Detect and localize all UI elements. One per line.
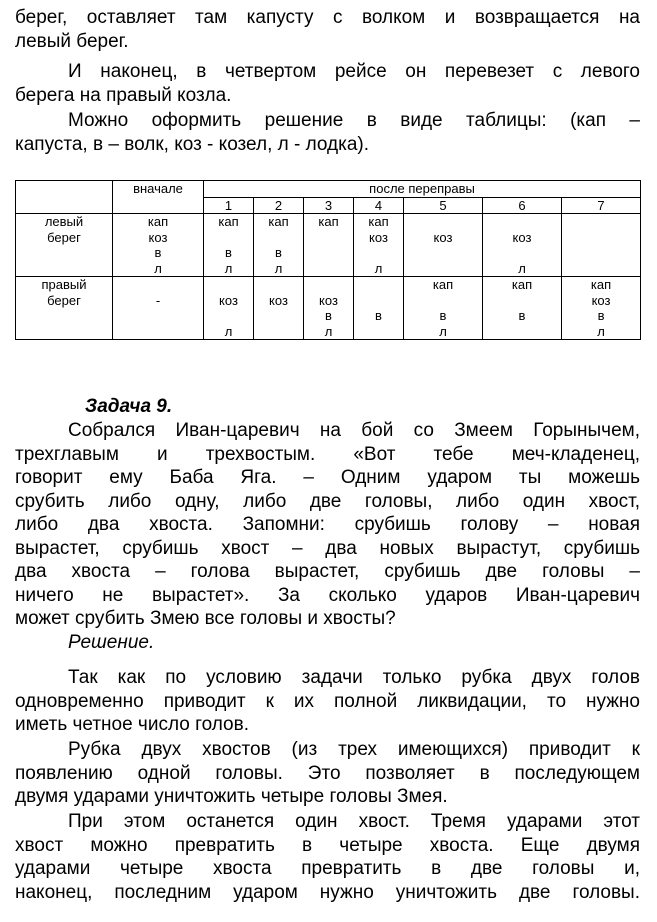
cell-item: коз: [269, 292, 288, 308]
solution-paragraph-2: [15, 738, 640, 809]
text-line: срубить либо одну, либо две головы, либо один хвост,: [15, 490, 640, 512]
text-line: берега на правый козла.: [15, 84, 232, 106]
cell-item: -: [155, 292, 161, 308]
cell-item: [354, 324, 403, 340]
crossing-cell: [483, 214, 562, 277]
text-line: ничего не вырастет». За сколько ударов Иван-царевич: [15, 584, 640, 606]
crossing-cell: [204, 277, 254, 340]
column-number: 5: [404, 197, 483, 214]
text-line: капуста, в – волк, коз - козел, л - лодка).: [15, 133, 370, 155]
cell-item: [404, 261, 482, 277]
cell-item: [562, 214, 640, 230]
text-line: Собрался Иван-царевич на бой со Змеем Горынычем,: [68, 420, 640, 441]
text-line: хвост можно превратить в четыре хвоста. Еще двумя: [15, 834, 640, 856]
text-line: либо два хвоста. Запомни: срубишь голову – новая: [15, 514, 640, 535]
cell-item: л: [324, 323, 333, 339]
cell-item: коз: [433, 229, 453, 245]
cell-item: левый: [44, 214, 84, 229]
cell-item: кап: [268, 214, 289, 229]
cell-item: берег: [47, 292, 81, 308]
cell-item: [254, 230, 303, 246]
task-title: Задача 9.: [85, 396, 173, 417]
cell-item: л: [224, 260, 233, 276]
cell-item: [304, 245, 353, 261]
text-line: иметь четное число голов.: [15, 714, 249, 735]
header-after-crossing: после переправы: [204, 181, 641, 198]
cell-item: кап: [368, 214, 389, 229]
intro-paragraph: [15, 6, 640, 53]
crossing-cell: [562, 214, 641, 277]
text-line: ударами четыре хвоста превратить в две головы и,: [15, 858, 640, 879]
cell-item: в: [375, 308, 382, 323]
cell-item: [483, 214, 561, 230]
text-line: Так как по условию задачи только рубка двух голов: [68, 667, 640, 688]
text-line: И наконец, в четвертом рейсе он перевезет с левого: [68, 61, 640, 82]
text-line: два хвоста – голова вырастет, срубишь две головы –: [15, 561, 640, 582]
text-line: Можно оформить решение в виде таблицы: (кап –: [68, 110, 640, 131]
crossing-cell: [254, 277, 304, 340]
cell-item: [483, 293, 561, 309]
cell-item: [562, 261, 640, 277]
cell-item: правый: [41, 277, 87, 292]
task-statement: [15, 419, 640, 654]
cell-item: л: [374, 260, 383, 276]
text-line: одновременно приводит к их полной ликвидации, то нужно: [15, 690, 640, 712]
column-number: 6: [483, 197, 562, 214]
cell-item: [483, 245, 561, 261]
column-number: 3: [304, 197, 354, 214]
cell-item: [404, 245, 482, 261]
cell-item: кап: [218, 214, 239, 229]
text-line: может срубить Змею все головы и хвосты?: [15, 608, 396, 629]
table-intro-paragraph: [15, 109, 640, 156]
solution-paragraph-3: [15, 810, 640, 904]
cell-item: л: [518, 260, 526, 276]
text-line: говорит ему Баба Яга. – Одним ударом ты можешь: [15, 467, 640, 488]
cell-item: коз: [219, 292, 238, 308]
text-line: наконец, последним ударом нужно уничтожить две головы.: [15, 881, 640, 903]
text-line: берег, оставляет там капусту с волком и возвращается на: [15, 7, 640, 28]
crossing-cell: [483, 277, 562, 340]
cell-item: кап: [590, 277, 612, 292]
text-line: вырастет, срубишь хвост – два новых вырастут, срубишь: [15, 537, 640, 559]
crossing-cell: [404, 214, 483, 277]
cell-item: л: [597, 323, 605, 339]
cell-item: кап: [318, 214, 339, 229]
last-trip-paragraph: [15, 60, 640, 107]
solution-paragraph-1: [15, 666, 640, 737]
cell-item: кап: [511, 277, 533, 292]
cell-item: [113, 308, 203, 324]
cell-item: л: [439, 323, 447, 339]
cell-item: [113, 277, 203, 293]
cell-item: в: [325, 308, 332, 323]
column-number: 1: [204, 197, 254, 214]
cell-item: в: [225, 245, 232, 260]
cell-item: л: [274, 260, 283, 276]
column-number: 4: [354, 197, 404, 214]
cell-item: в: [275, 245, 282, 260]
cell-item: [254, 277, 303, 293]
cell-item: коз: [369, 229, 388, 245]
text-line: левый берег.: [15, 30, 129, 52]
cell-item: [354, 277, 403, 293]
cell-item: коз: [591, 292, 611, 308]
cell-item: кап: [432, 277, 454, 292]
crossing-cell: [404, 277, 483, 340]
cell-item: коз: [512, 229, 532, 245]
cell-item: в: [518, 308, 526, 323]
crossing-cell: [562, 277, 641, 340]
table-header-row: [16, 181, 641, 198]
column-number: 2: [254, 197, 304, 214]
text-line: При этом останется один хвост. Тремя ударами этот: [68, 811, 640, 832]
column-number: 7: [562, 197, 641, 214]
solution-label: Решение.: [68, 631, 155, 653]
cell-item: в: [439, 308, 447, 323]
cell-item: коз: [148, 229, 168, 245]
crossing-table: [15, 180, 641, 340]
cell-item: [204, 230, 253, 246]
initial-cell: [113, 277, 204, 340]
crossing-cell: [304, 277, 354, 340]
cell-item: [254, 324, 303, 340]
initial-cell: [113, 214, 204, 277]
cell-item: л: [154, 260, 162, 276]
cell-item: [304, 261, 353, 277]
cell-item: [404, 214, 482, 230]
cell-item: [304, 230, 353, 246]
crossing-cell: [354, 277, 404, 340]
cell-item: [16, 324, 112, 340]
cell-item: [354, 245, 403, 261]
cell-item: [562, 230, 640, 246]
cell-item: [16, 261, 112, 277]
cell-item: [113, 324, 203, 340]
bank-label: [16, 214, 113, 277]
cell-item: в: [154, 245, 162, 260]
table-row-right-bank: [16, 277, 641, 340]
crossing-cell: [354, 214, 404, 277]
cell-item: [16, 308, 112, 324]
cell-item: кап: [147, 214, 169, 229]
text-line: двумя ударами уничтожить четыре головы Змея.: [15, 786, 448, 807]
cell-item: [354, 293, 403, 309]
crossing-cell: [304, 214, 354, 277]
table-row-left-bank: [16, 214, 641, 277]
cell-item: берег: [47, 229, 81, 245]
cell-item: [483, 324, 561, 340]
cell-item: [404, 293, 482, 309]
crossing-cell: [204, 214, 254, 277]
text-line: появлению одной головы. Это позволяет в последующем: [15, 762, 640, 784]
cell-item: [304, 277, 353, 293]
cell-item: [254, 308, 303, 324]
cell-item: [204, 308, 253, 324]
cell-item: [16, 245, 112, 261]
text-line: трехглавым и трехвостым. «Вот тебе меч-кладенец,: [15, 443, 640, 465]
cell-item: в: [597, 308, 605, 323]
bank-label: [16, 277, 113, 340]
cell-item: л: [224, 323, 233, 339]
cell-item: коз: [319, 292, 338, 308]
text-line: Рубка двух хвостов (из трех имеющихся) приводит к: [68, 739, 640, 760]
table-corner-cell: [16, 181, 113, 214]
cell-item: [562, 245, 640, 261]
cell-item: [204, 277, 253, 293]
crossing-cell: [254, 214, 304, 277]
header-initial: вначале: [113, 181, 204, 214]
